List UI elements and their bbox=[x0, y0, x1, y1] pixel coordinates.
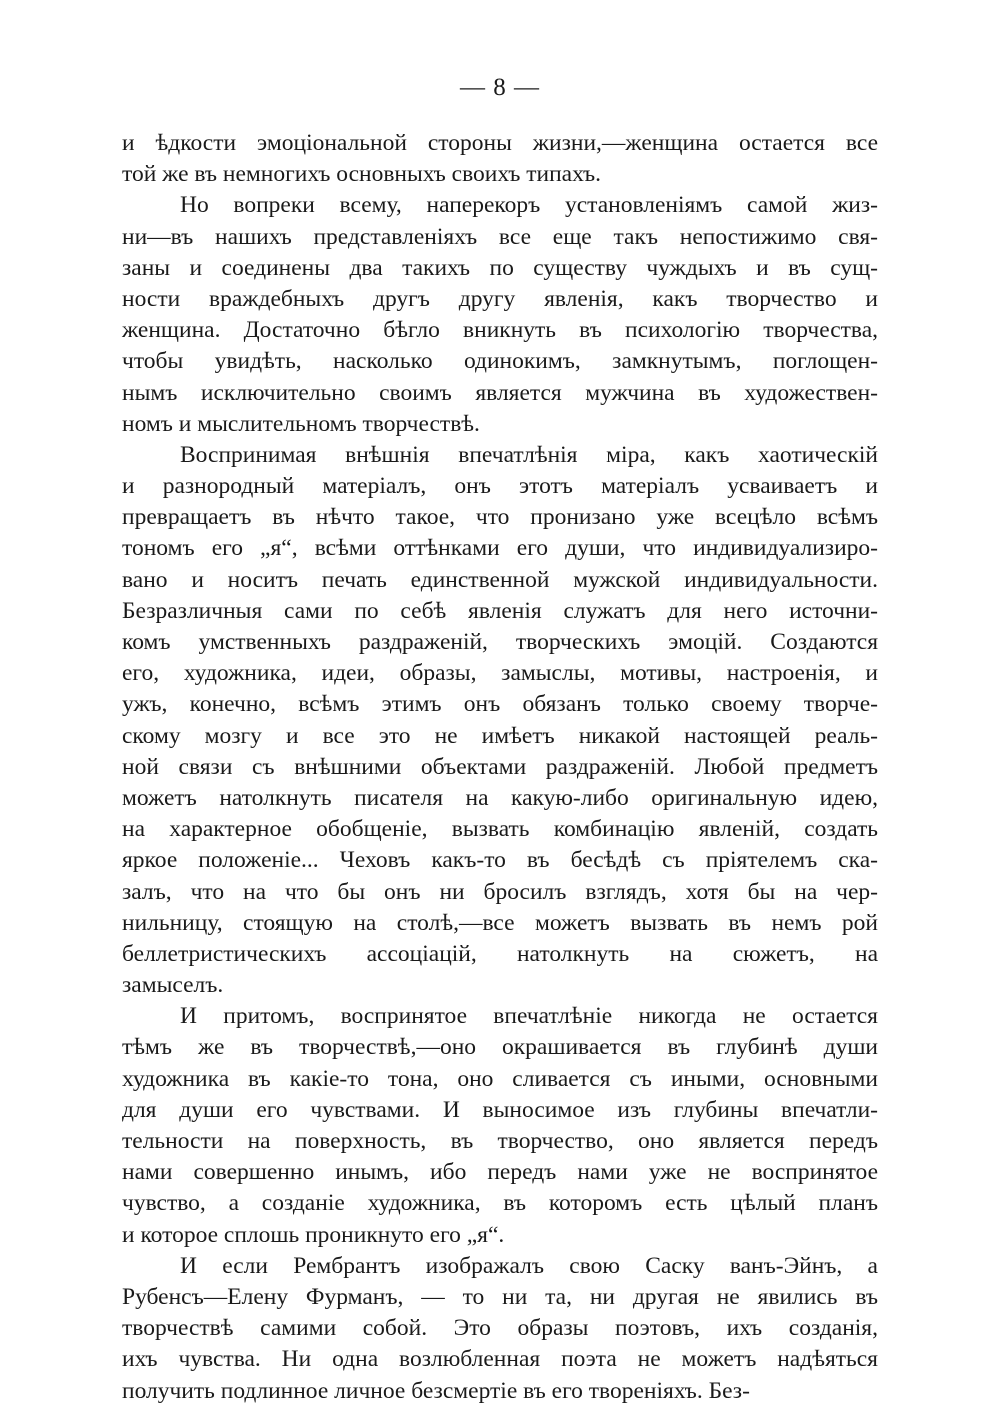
text-line: Но вопреки всему, наперекоръ установленіямъ самой жиз- bbox=[180, 192, 878, 219]
text-line: И притомъ, воспринятое впечатлѣніе никогда не остается bbox=[180, 1003, 878, 1030]
text-line: вано и носитъ печать единственной мужской индивидуальности. bbox=[122, 566, 878, 593]
text-line: превращаетъ въ нѣчто такое, что пронизано уже всецѣло всѣмъ bbox=[122, 504, 878, 531]
text-line: ни—въ нашихъ представленіяхъ все еще такъ непостижимо свя- bbox=[122, 223, 878, 250]
text-line: тѣмъ же въ творчествѣ,—оно окрашивается въ глубинѣ души bbox=[122, 1034, 878, 1061]
text-line: для души его чувствами. И выносимое изъ глубины впечатли- bbox=[122, 1096, 878, 1123]
text-line: и которое сплошь проникнуто его „я“. bbox=[122, 1221, 505, 1248]
text-line: и ѣдкости эмоціональной стороны жизни,—женщина остается все bbox=[122, 130, 878, 156]
text-line: художника въ какіе-то тона, оно сливается съ иными, основными bbox=[122, 1065, 878, 1092]
text-line: получить подлинное личное безсмертіе въ его твореніяхъ. Без- bbox=[122, 1377, 750, 1404]
paragraph bbox=[122, 1251, 878, 1407]
paragraph bbox=[122, 440, 878, 1001]
text-line: скому мозгу и все это не имѣетъ никакой настоящей реаль- bbox=[122, 722, 878, 749]
text-line: комъ умственныхъ раздраженій, творческихъ эмоцій. Создаются bbox=[122, 629, 878, 655]
text-line: на характерное обобщеніе, вызвать комбинацію явленій, создать bbox=[122, 816, 878, 843]
text-line: нильницу, стоящую на столѣ,—все можетъ вызвать въ немъ рой bbox=[122, 909, 878, 936]
paragraph bbox=[122, 190, 878, 440]
text-line: тельности на поверхность, въ творчество, оно является передъ bbox=[122, 1128, 878, 1154]
text-line: чтобы увидѣть, насколько одинокимъ, замкнутымъ, поглощен- bbox=[122, 348, 878, 375]
text-line: И если Рембрантъ изображалъ свою Саску ванъ-Эйнъ, а bbox=[180, 1252, 878, 1279]
text-line: Безразличныя сами по себѣ явленія служатъ для него источни- bbox=[122, 597, 878, 624]
page-number: — 8 — bbox=[460, 74, 540, 101]
text-line: ужъ, конечно, всѣмъ этимъ онъ обязанъ только своему творче- bbox=[122, 691, 878, 718]
text-line: тономъ его „я“, всѣми оттѣнками его души, что индивидуализиро- bbox=[122, 535, 878, 562]
paragraph bbox=[122, 128, 878, 190]
text-line: беллетристическихъ ассоціацій, натолкнуть на сюжетъ, на bbox=[122, 940, 878, 967]
text-line: чувство, а созданіе художника, въ которомъ есть цѣлый планъ bbox=[122, 1190, 878, 1217]
text-line: яркое положеніе... Чеховъ какъ-то въ бесѣдѣ съ пріятелемъ ска- bbox=[122, 847, 878, 874]
text-line: и разнородный матеріалъ, онъ этотъ матеріалъ усваиваетъ и bbox=[122, 473, 878, 500]
text-line: женщина. Достаточно бѣгло вникнуть въ психологію творчества, bbox=[122, 317, 878, 344]
text-line: можетъ натолкнуть писателя на какую-либо оригинальную идею, bbox=[122, 784, 878, 811]
body-text bbox=[122, 128, 878, 1407]
text-line: ной связи съ внѣшними объектами раздраженій. Любой предметъ bbox=[122, 753, 878, 780]
paragraph bbox=[122, 1001, 878, 1251]
text-line: Рубенсъ—Елену Фурманъ, — то ни та, ни другая не явились въ bbox=[122, 1283, 878, 1310]
text-line: номъ и мыслительномъ творчествѣ. bbox=[122, 410, 480, 437]
text-line: его, художника, идеи, образы, замыслы, мотивы, настроенія, и bbox=[122, 660, 878, 687]
text-line: залъ, что на что бы онъ ни бросилъ взглядъ, хотя бы на чер- bbox=[122, 878, 878, 905]
text-line: творчествѣ самими собой. Это образы поэтовъ, ихъ созданія, bbox=[122, 1315, 878, 1342]
text-line: нымъ исключительно своимъ является мужчина въ художествен- bbox=[122, 379, 878, 406]
text-line: замыселъ. bbox=[122, 972, 224, 999]
text-line: нами совершенно инымъ, ибо передъ нами уже не воспринятое bbox=[122, 1159, 878, 1186]
text-line: Воспринимая внѣшнія впечатлѣнія міра, какъ хаотическій bbox=[180, 441, 878, 468]
text-line: той же въ немногихъ основныхъ своихъ типахъ. bbox=[122, 161, 601, 188]
text-line: ности враждебныхъ другъ другу явленія, какъ творчество и bbox=[122, 285, 878, 312]
text-line: ихъ чувства. Ни одна возлюбленная поэта не можетъ надѣяться bbox=[122, 1346, 878, 1373]
text-line: заны и соединены два такихъ по существу чуждыхъ и въ сущ- bbox=[122, 254, 878, 281]
